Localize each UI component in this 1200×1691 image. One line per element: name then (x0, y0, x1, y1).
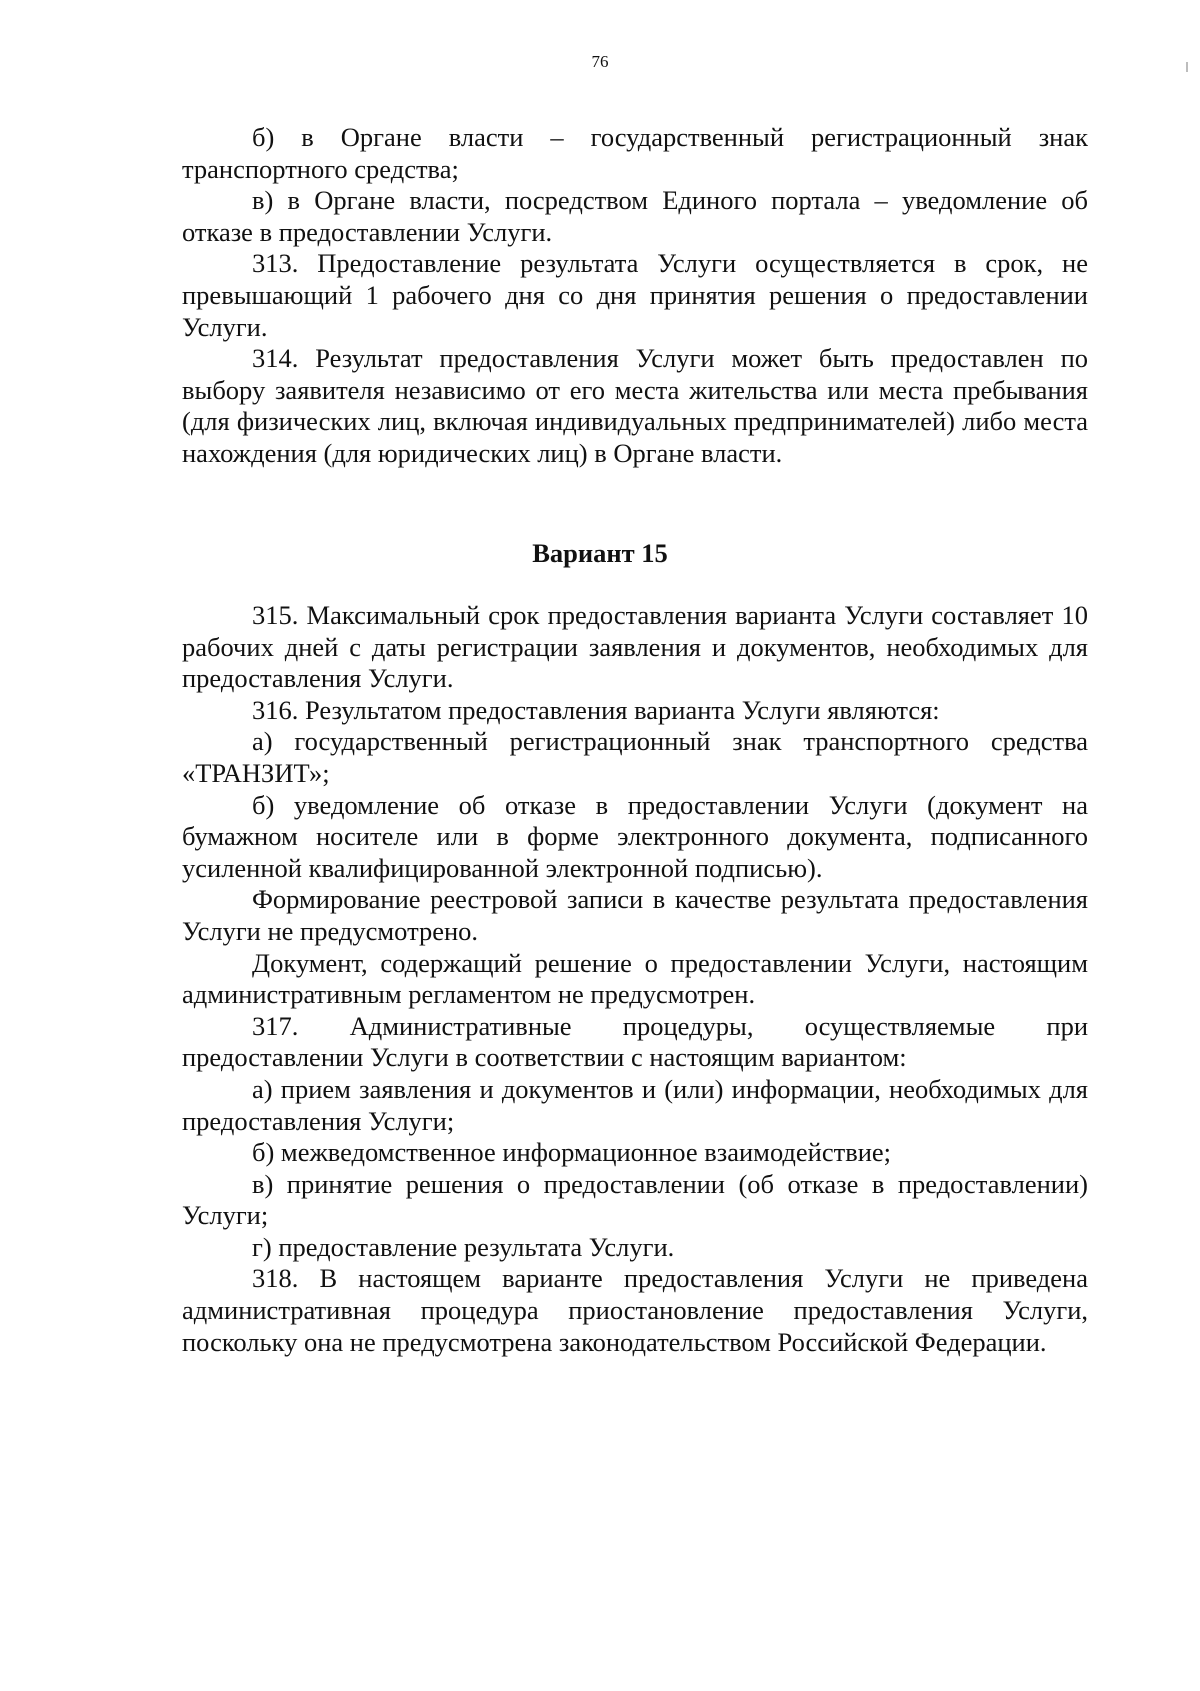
paragraph-317-g: г) предоставление результата Услуги. (252, 1231, 675, 1262)
paragraph-316: 316. Результатом предоставления варианта Услуги являются: (252, 694, 940, 725)
paragraph-317-a: а) прием заявления и документов и (или) информации, необходимых для предоставления Услуги; (182, 1073, 1088, 1136)
paragraph-item-v: в) в Органе власти, посредством Единого портала – уведомление об отказе в предоставлении Услуги. (182, 185, 1088, 247)
paragraph-item-b: б) в Органе власти – государственный регистрационный знак транспортного средства; (182, 122, 1088, 184)
paragraph-317-v: в) принятие решения о предоставлении (об отказе в предоставлении) Услуги; (182, 1168, 1088, 1231)
paragraph-313: 313. Предоставление результата Услуги осуществляется в срок, не превышающий 1 рабочего дня со дня принятия решения о предоставлении Услуги. (182, 248, 1088, 342)
paragraph-316-a: а) государственный регистрационный знак транспортного средства «ТРАНЗИТ»; (182, 726, 1088, 788)
paragraph-decision-document: Документ, содержащий решение о предоставлении Услуги, настоящим административным регламентом не предусмотрен. (182, 947, 1088, 1010)
paragraph-314: 314. Результат предоставления Услуги может быть предоставлен по выбору заявителя независимо от его места жительства или места пребывания (для физических лиц, включая индивидуальных предпринимателей) либо места нахождения (для юридических лиц) в Органе власти. (182, 343, 1088, 468)
paragraph-318: 318. В настоящем варианте предоставления Услуги не приведена административная процедура приостановление предоставления Услуги, поскольку она не предусмотрена законодательством Российской Федерации. (182, 1263, 1088, 1357)
top-text-block (182, 122, 1088, 470)
section-text-block (182, 600, 1088, 1358)
scan-mark (1186, 62, 1188, 72)
paragraph-316-b: б) уведомление об отказе в предоставлении Услуги (документ на бумажном носителе или в форме электронного документа, подписанного усиленной квалифицированной электронной подписью). (182, 789, 1088, 883)
paragraph-registry-record: Формирование реестровой записи в качестве результата предоставления Услуги не предусмотрено. (182, 884, 1088, 946)
paragraph-317-b: б) межведомственное информационное взаимодействие; (252, 1137, 892, 1168)
paragraph-317: 317. Административные процедуры, осуществляемые при предоставлении Услуги в соответствии с настоящим вариантом: (182, 1010, 1088, 1073)
page-number: 76 (591, 52, 609, 71)
paragraph-315: 315. Максимальный срок предоставления варианта Услуги составляет 10 рабочих дней с даты регистрации заявления и документов, необходимых для предоставления Услуги. (182, 600, 1088, 694)
section-heading: Вариант 15 (532, 538, 668, 568)
